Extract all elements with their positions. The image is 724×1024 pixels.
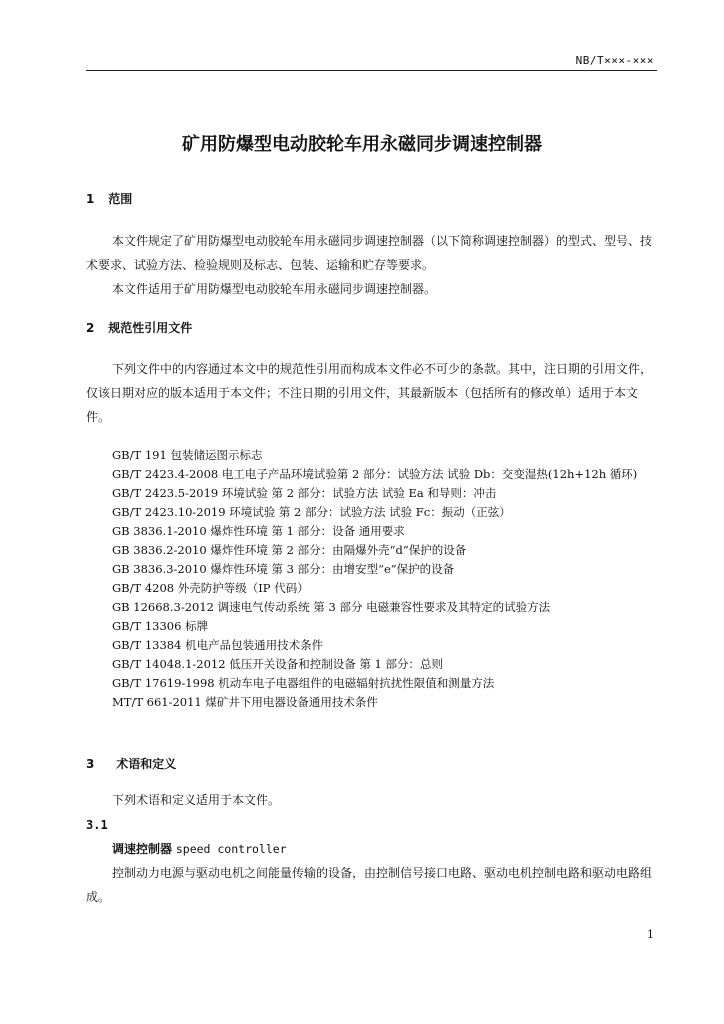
reference-item: GB/T 2423.5-2019 环境试验 第 2 部分：试验方法 试验 Ea 和导则：冲击 bbox=[112, 486, 497, 500]
scope-paragraph-2: 本文件适用于矿用防爆型电动胶轮车用永磁同步调速控制器。 bbox=[112, 282, 437, 296]
reference-item: GB/T 17619-1998 机动车电子电器组件的电磁辐射抗扰性限值和测量方法 bbox=[112, 676, 495, 690]
reference-item: GB 3836.2-2010 爆炸性环境 第 2 部分：由隔爆外壳“d”保护的设备 bbox=[112, 543, 467, 557]
term-chinese: 调速控制器 bbox=[112, 842, 173, 856]
reference-item: GB 3836.3-2010 爆炸性环境 第 3 部分：由增安型“e”保护的设备 bbox=[112, 562, 455, 576]
standard-number: NB/T×××-××× bbox=[575, 54, 654, 67]
section-2-heading bbox=[86, 319, 192, 336]
reference-item: GB 3836.1-2010 爆炸性环境 第 1 部分：设备 通用要求 bbox=[112, 524, 405, 538]
reference-item: GB/T 14048.1-2012 低压开关设备和控制设备 第 1 部分：总则 bbox=[112, 657, 443, 671]
reference-item: GB 12668.3-2012 调速电气传动系统 第 3 部分 电磁兼容性要求及其特定的试验方法 bbox=[112, 600, 551, 614]
reference-item: GB/T 2423.10-2019 环境试验 第 2 部分：试验方法 试验 Fc：振动（正弦） bbox=[112, 505, 511, 519]
term-definition: 控制动力电源与驱动电机之间能量传输的设备，由控制信号接口电路、驱动电机控制电路和驱动电路组成。 bbox=[86, 866, 653, 904]
reference-item: GB/T 2423.4-2008 电工电子产品环境试验第 2 部分：试验方法 试验 Db：交变湿热(12h+12h 循环) bbox=[112, 467, 638, 481]
terms-intro-paragraph: 下列术语和定义适用于本文件。 bbox=[112, 793, 281, 807]
section-title: 术语和定义 bbox=[116, 757, 177, 771]
section-number: 2 bbox=[86, 321, 95, 335]
reference-item: GB/T 13306 标牌 bbox=[112, 619, 209, 633]
section-title: 范围 bbox=[108, 192, 133, 206]
references-intro-paragraph: 下列文件中的内容通过本文中的规范性引用而构成本文件必不可少的条款。其中，注日期的引用文件，仅该日期对应的版本适用于本文件；不注日期的引用文件，其最新版本（包括所有的修改单）适用于本文件。 bbox=[86, 362, 653, 424]
normative-references-list bbox=[112, 446, 682, 712]
section-number: 1 bbox=[86, 192, 95, 206]
section-number: 3 bbox=[86, 757, 95, 771]
term-number: 3.1 bbox=[86, 818, 108, 832]
reference-item: GB/T 13384 机电产品包装通用技术条件 bbox=[112, 638, 324, 652]
reference-item: GB/T 191 包装储运图示标志 bbox=[112, 448, 263, 462]
reference-item: MT/T 661-2011 煤矿井下用电器设备通用技术条件 bbox=[112, 695, 378, 709]
term-entry bbox=[112, 837, 652, 861]
scope-paragraph-1: 本文件规定了矿用防爆型电动胶轮车用永磁同步调速控制器（以下简称调速控制器）的型式、型号、技术要求、试验方法、检验规则及标志、包装、运输和贮存等要求。 bbox=[86, 234, 653, 272]
page-number: 1 bbox=[647, 928, 654, 941]
term-english: speed controller bbox=[175, 842, 287, 856]
section-3-heading bbox=[86, 755, 176, 772]
document-title: 矿用防爆型电动胶轮车用永磁同步调速控制器 bbox=[182, 134, 542, 155]
reference-item: GB/T 4208 外壳防护等级（IP 代码） bbox=[112, 581, 309, 595]
header-rule bbox=[86, 70, 657, 71]
section-1-heading bbox=[86, 190, 132, 207]
section-title: 规范性引用文件 bbox=[108, 321, 193, 335]
